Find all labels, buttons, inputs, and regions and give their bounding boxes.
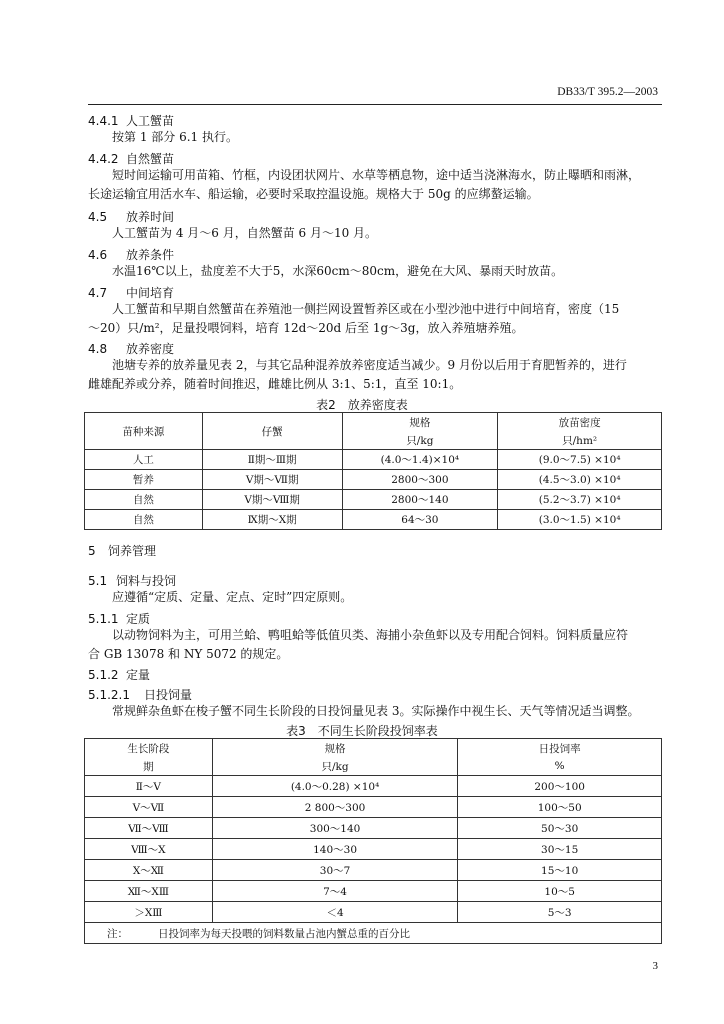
table-cell: (4.0～0.28) ×10⁴ — [212, 776, 458, 797]
table-cell: (4.0～1.4)×10⁴ — [342, 450, 498, 470]
standard-code: DB33/T 395.2—2003 — [557, 86, 658, 98]
section-title: 饲养管理 — [108, 544, 157, 558]
table-cell: ＞ⅩⅢ — [85, 902, 213, 923]
column-header: 规格 — [212, 739, 458, 758]
table-cell: 2800～140 — [342, 490, 498, 510]
column-unit: 只/kg — [212, 757, 458, 776]
table-cell: 暂养 — [85, 470, 203, 490]
paragraph-4-4-2-line1: 短时间运输可用苗箱、竹框，内设团状网片、水草等栖息物，途中适当浇淋海水，防止曝晒和雨淋， — [112, 168, 641, 182]
paragraph-5-1: 应遵循“定质、定量、定点、定时”四定原则。 — [112, 590, 353, 604]
heading-5-1 — [88, 572, 176, 589]
table-cell: (4.5～3.0) ×10⁴ — [498, 470, 662, 490]
table-cell: (9.0～7.5) ×10⁴ — [498, 450, 662, 470]
table-row — [85, 470, 662, 490]
paragraph-4-7-line2: ～20）只/m²，足量投喂饲料，培育 12d～20d 后至 1g～3g，放入养殖塘养殖。 — [88, 321, 524, 335]
section-title: 人工蟹苗 — [126, 114, 175, 128]
heading-4-7 — [88, 284, 174, 301]
table-cell: 200～100 — [458, 776, 662, 797]
column-unit: 只/hm² — [498, 431, 662, 450]
table-cell: 自然 — [85, 490, 203, 510]
note-text: 日投饲率为每天投喂的饲料数量占池内蟹总重的百分比 — [158, 927, 410, 940]
section-number: 5.1 — [88, 574, 108, 588]
table-row — [85, 860, 662, 881]
table-3 — [84, 738, 662, 944]
table-cell: 5～3 — [458, 902, 662, 923]
table-cell: Ⅴ期～Ⅶ期 — [202, 470, 342, 490]
table-cell: 300～140 — [212, 818, 458, 839]
column-unit: 只/kg — [342, 431, 498, 450]
column-header: 苗种来源 — [85, 413, 203, 450]
table-row — [85, 818, 662, 839]
table-cell: 人工 — [85, 450, 203, 470]
table-cell: 50～30 — [458, 818, 662, 839]
section-title: 日投饲量 — [144, 688, 193, 702]
paragraph-5-1-1-line2: 合 GB 13078 和 NY 5072 的规定。 — [88, 647, 289, 661]
table-cell: Ⅶ～Ⅷ — [85, 818, 213, 839]
section-number: 4.5 — [88, 210, 108, 224]
heading-5-1-1 — [88, 610, 150, 627]
heading-5 — [88, 542, 156, 559]
table-row — [85, 490, 662, 510]
note-label: 注： — [107, 927, 128, 940]
column-header: 放苗密度 — [498, 413, 662, 432]
table-cell: ＜4 — [212, 902, 458, 923]
header-rule — [88, 104, 662, 105]
table-cell: Ⅴ期～Ⅷ期 — [202, 490, 342, 510]
section-title: 放养时间 — [126, 210, 175, 224]
heading-4-5 — [88, 208, 174, 225]
paragraph-5-1-1-line1: 以动物饲料为主，可用兰蛤、鸭咀蛤等低值贝类、海捕小杂鱼虾以及专用配合饲料。饲料质量应符 — [112, 628, 629, 642]
page-number: 3 — [652, 960, 658, 972]
table-header-row — [85, 757, 662, 776]
table-cell: 2800～300 — [342, 470, 498, 490]
paragraph-4-8-line1: 池塘专养的放养量见表 2，与其它品种混养放养密度适当减少。9 月份以后用于育肥暂养的，进行 — [112, 358, 627, 372]
table-cell: Ⅷ～Ⅹ — [85, 839, 213, 860]
section-title: 饲料与投饲 — [116, 574, 177, 588]
section-number: 5 — [88, 544, 96, 558]
column-header: 规格 — [342, 413, 498, 432]
section-title: 定量 — [126, 668, 151, 682]
paragraph-5-1-2-1: 常规鲜杂鱼虾在梭子蟹不同生长阶段的日投饲量见表 3。实际操作中视生长、天气等情况适当调整。 — [112, 704, 640, 718]
table-cell: 30～15 — [458, 839, 662, 860]
table-row — [85, 881, 662, 902]
section-title: 放养密度 — [126, 342, 175, 356]
section-number: 4.4.2 — [88, 152, 119, 166]
table-row — [85, 839, 662, 860]
column-header: 日投饲率 — [458, 739, 662, 758]
column-unit: % — [458, 757, 662, 776]
table-cell: Ⅱ期～Ⅲ期 — [202, 450, 342, 470]
section-number: 5.1.1 — [88, 612, 119, 626]
heading-4-6 — [88, 246, 174, 263]
section-title: 自然蟹苗 — [126, 152, 175, 166]
table-row — [85, 510, 662, 530]
table-cell: 自然 — [85, 510, 203, 530]
paragraph-4-7-line1: 人工蟹苗和早期自然蟹苗在养殖池一侧拦网设置暂养区或在小型沙池中进行中间培育，密度（15 — [112, 302, 620, 316]
table-2-caption: 表2 放养密度表 — [316, 398, 408, 412]
table-cell: (3.0～1.5) ×10⁴ — [498, 510, 662, 530]
table-cell: 15～10 — [458, 860, 662, 881]
paragraph-4-8-line2: 雌雄配养或分养，随着时间推迟，雌雄比例从 3:1、5:1，直至 10:1。 — [88, 377, 462, 391]
heading-5-1-2 — [88, 666, 150, 683]
heading-4-4-1 — [88, 112, 174, 129]
table-row — [85, 776, 662, 797]
table-row — [85, 902, 662, 923]
paragraph-4-4-1: 按第 1 部分 6.1 执行。 — [112, 130, 238, 144]
column-header: 生长阶段 — [85, 739, 213, 758]
column-unit: 期 — [85, 757, 213, 776]
table-2 — [84, 412, 662, 530]
table-cell: 10～5 — [458, 881, 662, 902]
table-cell: Ⅻ～ⅩⅢ — [85, 881, 213, 902]
paragraph-4-6: 水温16℃以上，盐度差不大于5，水深60cm～80cm，避免在大风、暴雨天时放苗。 — [112, 264, 564, 278]
section-title: 放养条件 — [126, 248, 175, 262]
section-number: 4.6 — [88, 248, 108, 262]
section-number: 4.7 — [88, 286, 108, 300]
heading-4-4-2 — [88, 150, 174, 167]
table-cell: Ⅹ～Ⅻ — [85, 860, 213, 881]
column-header: 仔蟹 — [202, 413, 342, 450]
table-cell: 30～7 — [212, 860, 458, 881]
section-number: 4.4.1 — [88, 114, 119, 128]
table-cell: 100～50 — [458, 797, 662, 818]
table-header-row — [85, 739, 662, 758]
table-cell: 140～30 — [212, 839, 458, 860]
table-header-row — [85, 413, 662, 432]
paragraph-4-4-2-line2: 长途运输宜用活水车、船运输，必要时采取控温设施。规格大于 50g 的应绑螯运输。 — [88, 187, 539, 201]
table-row — [85, 797, 662, 818]
table-cell: Ⅸ期～Ⅹ期 — [202, 510, 342, 530]
section-number: 5.1.2 — [88, 668, 119, 682]
section-title: 中间培育 — [126, 286, 175, 300]
paragraph-4-5: 人工蟹苗为 4 月～6 月，自然蟹苗 6 月～10 月。 — [112, 226, 378, 240]
table-cell: 2 800～300 — [212, 797, 458, 818]
heading-4-8 — [88, 340, 174, 357]
section-title: 定质 — [126, 612, 151, 626]
table-cell: 64～30 — [342, 510, 498, 530]
section-number: 5.1.2.1 — [88, 688, 130, 702]
table-note — [85, 923, 662, 944]
heading-5-1-2-1 — [88, 686, 192, 703]
table-cell: 7～4 — [212, 881, 458, 902]
table-note-row — [85, 923, 662, 944]
table-cell: Ⅱ～Ⅴ — [85, 776, 213, 797]
table-3-caption: 表3 不同生长阶段投饲率表 — [286, 724, 438, 738]
section-number: 4.8 — [88, 342, 108, 356]
table-row — [85, 450, 662, 470]
table-cell: Ⅴ～Ⅶ — [85, 797, 213, 818]
table-cell: (5.2～3.7) ×10⁴ — [498, 490, 662, 510]
